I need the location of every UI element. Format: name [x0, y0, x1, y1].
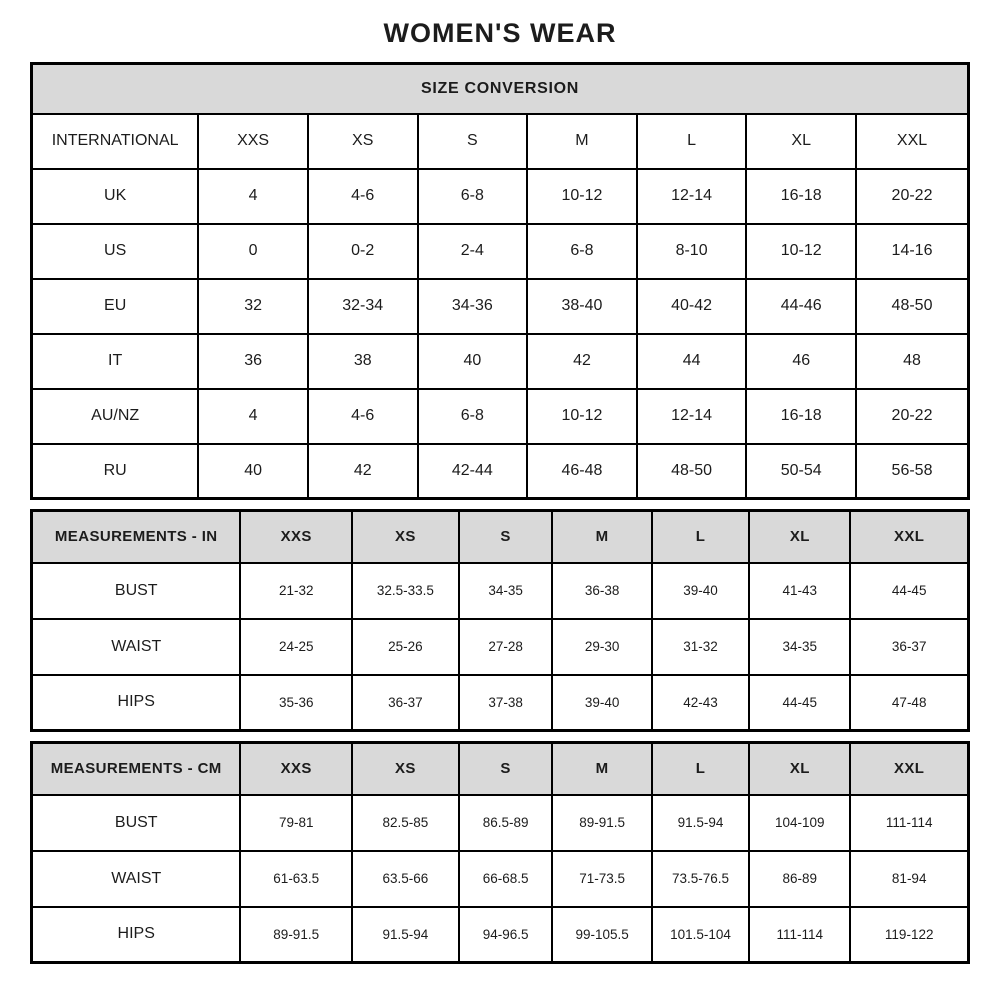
size-value-cell: 44	[637, 334, 747, 389]
table-row	[32, 169, 969, 224]
size-value-cell: 4-6	[308, 389, 418, 444]
row-label: WAIST	[32, 619, 241, 675]
table-row	[32, 334, 969, 389]
size-value-cell: 40-42	[637, 279, 747, 334]
row-label: HIPS	[32, 675, 241, 731]
size-value-cell: 73.5-76.5	[652, 851, 749, 907]
size-value-cell: 91.5-94	[652, 795, 749, 851]
measurements-in-title: MEASUREMENTS - IN	[32, 511, 241, 563]
size-conversion-table	[30, 62, 970, 500]
size-value-cell: 12-14	[637, 389, 747, 444]
size-value-cell: 44-46	[746, 279, 856, 334]
measurements-cm-title: MEASUREMENTS - CM	[32, 743, 241, 795]
size-value-cell: 36-37	[352, 675, 459, 731]
size-value-cell: 32.5-33.5	[352, 563, 459, 619]
size-column-header: M	[527, 114, 637, 169]
size-value-cell: 91.5-94	[352, 907, 459, 963]
size-value-cell: 81-94	[850, 851, 968, 907]
size-value-cell: 32	[198, 279, 308, 334]
size-value-cell: 6-8	[418, 389, 528, 444]
size-value-cell: 6-8	[527, 224, 637, 279]
size-conversion-title: SIZE CONVERSION	[32, 64, 969, 114]
size-column-header: XS	[352, 511, 459, 563]
table-row	[32, 619, 969, 675]
size-value-cell: 46	[746, 334, 856, 389]
size-value-cell: 27-28	[459, 619, 553, 675]
size-value-cell: 44-45	[749, 675, 850, 731]
size-column-header: XXL	[850, 511, 968, 563]
size-value-cell: 36	[198, 334, 308, 389]
size-value-cell: 21-32	[240, 563, 352, 619]
size-value-cell: 4-6	[308, 169, 418, 224]
size-column-header: XL	[749, 743, 850, 795]
size-column-header: XXS	[198, 114, 308, 169]
size-column-header: XXS	[240, 743, 352, 795]
size-value-cell: 63.5-66	[352, 851, 459, 907]
size-value-cell: 99-105.5	[552, 907, 651, 963]
size-value-cell: 14-16	[856, 224, 968, 279]
table-title-row	[32, 64, 969, 114]
size-value-cell: 46-48	[527, 444, 637, 499]
size-value-cell: 56-58	[856, 444, 968, 499]
row-label: IT	[32, 334, 199, 389]
size-header-row	[32, 743, 969, 795]
size-value-cell: 10-12	[746, 224, 856, 279]
size-value-cell: 48-50	[856, 279, 968, 334]
size-value-cell: 89-91.5	[552, 795, 651, 851]
size-value-cell: 104-109	[749, 795, 850, 851]
row-label: US	[32, 224, 199, 279]
size-value-cell: 111-114	[749, 907, 850, 963]
size-header-row	[32, 511, 969, 563]
size-value-cell: 34-36	[418, 279, 528, 334]
size-value-cell: 8-10	[637, 224, 747, 279]
size-value-cell: 0	[198, 224, 308, 279]
size-value-cell: 6-8	[418, 169, 528, 224]
row-label: EU	[32, 279, 199, 334]
size-value-cell: 42-44	[418, 444, 528, 499]
size-value-cell: 94-96.5	[459, 907, 553, 963]
size-value-cell: 2-4	[418, 224, 528, 279]
size-column-header: XS	[352, 743, 459, 795]
table-row	[32, 675, 969, 731]
row-label: AU/NZ	[32, 389, 199, 444]
page-title: WOMEN'S WEAR	[383, 18, 617, 48]
size-value-cell: 10-12	[527, 389, 637, 444]
measurements-cm-table	[30, 741, 970, 964]
size-value-cell: 48	[856, 334, 968, 389]
size-column-header: XXL	[850, 743, 968, 795]
size-value-cell: 38-40	[527, 279, 637, 334]
size-value-cell: 12-14	[637, 169, 747, 224]
size-value-cell: 40	[198, 444, 308, 499]
size-value-cell: 31-32	[652, 619, 749, 675]
size-column-header: L	[652, 511, 749, 563]
size-column-header: L	[637, 114, 747, 169]
table-row	[32, 224, 969, 279]
size-column-header: XL	[749, 511, 850, 563]
table-row	[32, 389, 969, 444]
size-value-cell: 86.5-89	[459, 795, 553, 851]
size-value-cell: 89-91.5	[240, 907, 352, 963]
size-value-cell: 36-37	[850, 619, 968, 675]
size-value-cell: 42	[527, 334, 637, 389]
size-value-cell: 119-122	[850, 907, 968, 963]
size-value-cell: 4	[198, 169, 308, 224]
row-label: BUST	[32, 563, 241, 619]
size-value-cell: 29-30	[552, 619, 651, 675]
row-label: UK	[32, 169, 199, 224]
size-value-cell: 79-81	[240, 795, 352, 851]
size-column-header: XL	[746, 114, 856, 169]
size-value-cell: 47-48	[850, 675, 968, 731]
size-value-cell: 39-40	[652, 563, 749, 619]
table-row	[32, 563, 969, 619]
size-value-cell: 71-73.5	[552, 851, 651, 907]
table-row	[32, 279, 969, 334]
size-value-cell: 20-22	[856, 169, 968, 224]
size-value-cell: 38	[308, 334, 418, 389]
size-value-cell: 37-38	[459, 675, 553, 731]
size-value-cell: 39-40	[552, 675, 651, 731]
size-value-cell: 35-36	[240, 675, 352, 731]
size-value-cell: 101.5-104	[652, 907, 749, 963]
size-value-cell: 86-89	[749, 851, 850, 907]
row-label: BUST	[32, 795, 241, 851]
size-value-cell: 42-43	[652, 675, 749, 731]
size-header-row	[32, 114, 969, 169]
size-value-cell: 34-35	[459, 563, 553, 619]
size-column-header: S	[459, 743, 553, 795]
table-row	[32, 907, 969, 963]
size-value-cell: 41-43	[749, 563, 850, 619]
table-row	[32, 444, 969, 499]
size-value-cell: 82.5-85	[352, 795, 459, 851]
size-value-cell: 4	[198, 389, 308, 444]
size-value-cell: 16-18	[746, 389, 856, 444]
size-column-header: XXL	[856, 114, 968, 169]
row-label: RU	[32, 444, 199, 499]
size-column-header: XS	[308, 114, 418, 169]
size-value-cell: 34-35	[749, 619, 850, 675]
size-value-cell: 32-34	[308, 279, 418, 334]
size-value-cell: 36-38	[552, 563, 651, 619]
size-column-header: S	[459, 511, 553, 563]
size-value-cell: 10-12	[527, 169, 637, 224]
row-label: HIPS	[32, 907, 241, 963]
international-header: INTERNATIONAL	[32, 114, 199, 169]
table-row	[32, 851, 969, 907]
size-value-cell: 50-54	[746, 444, 856, 499]
size-value-cell: 25-26	[352, 619, 459, 675]
size-column-header: L	[652, 743, 749, 795]
size-value-cell: 24-25	[240, 619, 352, 675]
measurements-in-table	[30, 509, 970, 732]
size-column-header: M	[552, 511, 651, 563]
table-row	[32, 795, 969, 851]
size-column-header: M	[552, 743, 651, 795]
size-column-header: XXS	[240, 511, 352, 563]
size-value-cell: 16-18	[746, 169, 856, 224]
size-value-cell: 61-63.5	[240, 851, 352, 907]
row-label: WAIST	[32, 851, 241, 907]
size-value-cell: 44-45	[850, 563, 968, 619]
size-value-cell: 111-114	[850, 795, 968, 851]
size-value-cell: 40	[418, 334, 528, 389]
size-value-cell: 48-50	[637, 444, 747, 499]
size-value-cell: 20-22	[856, 389, 968, 444]
size-value-cell: 0-2	[308, 224, 418, 279]
size-value-cell: 42	[308, 444, 418, 499]
size-value-cell: 66-68.5	[459, 851, 553, 907]
size-column-header: S	[418, 114, 528, 169]
